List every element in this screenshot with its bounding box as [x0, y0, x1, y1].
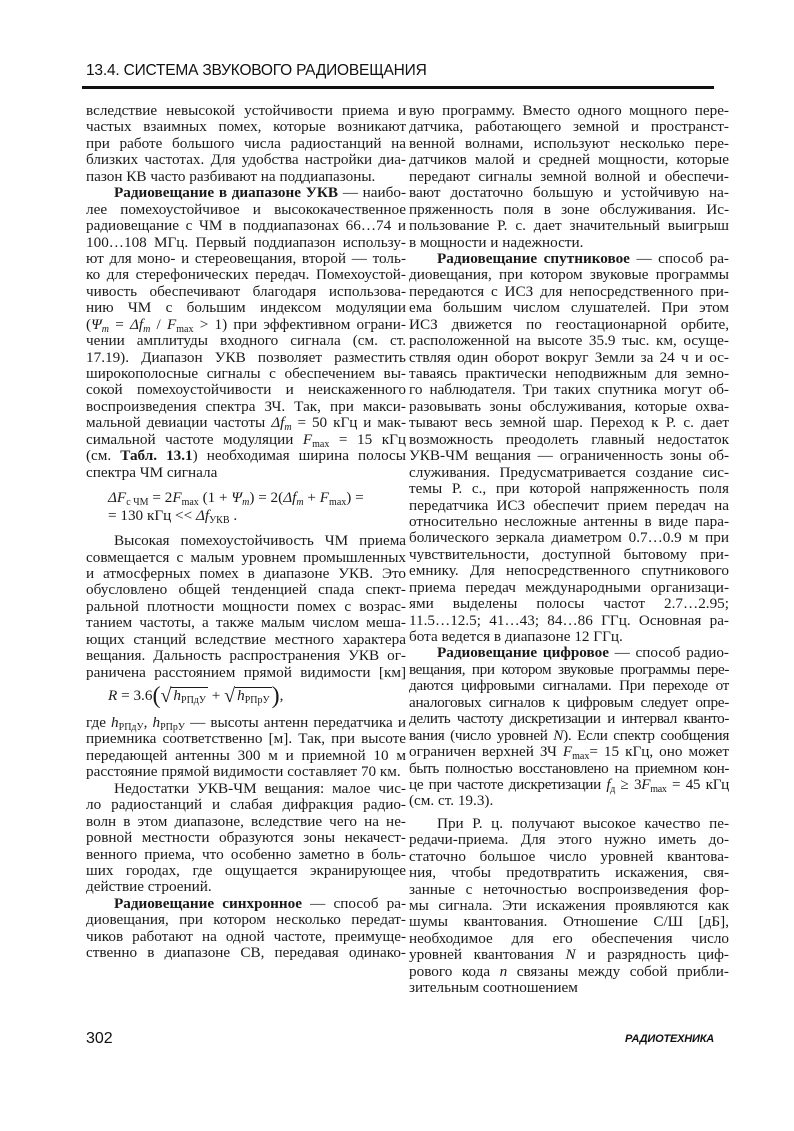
- text-line: вают достаточно большую и устойчивую на-: [409, 184, 729, 202]
- text-line: 100…108 МГц. Первый поддиапазон использу-: [86, 233, 406, 251]
- text-line: ших городах, где ощущается экранирующее: [86, 861, 406, 879]
- text-line: (см. ст. 19.3).: [409, 792, 494, 810]
- text-line: действие строений.: [86, 878, 212, 896]
- text-line: ко для стерефонических передач. Помехоустой-: [86, 266, 406, 284]
- text-line: бота ведется в диапазоне 12 ГГц.: [409, 628, 623, 645]
- text-line: волн в этом диапазоне, вследствие чего на не-: [86, 812, 406, 830]
- text-line: совмещается с малым уровнем промышленных: [86, 548, 406, 566]
- text-line: близких частотах. Для удобства настройки диа-: [86, 151, 406, 169]
- text-line: При Р. ц. получают высокое качество пе-: [437, 814, 729, 832]
- text-line: обусловлено общей тенденцией спада спект-: [86, 581, 406, 599]
- text-line: чувствительности, доступной бытовому при-: [409, 545, 729, 563]
- text-line: спектра ЧМ сигнала: [86, 463, 218, 481]
- text-line: вещания, при котором звуковые программы пере-: [409, 660, 729, 678]
- text-line: болического зеркала диаметром 0.7…0.9 м при: [409, 529, 729, 547]
- text-line: зительным соотношением: [409, 979, 578, 997]
- text-line: приемника соответственно [м]. Так, при высоте: [86, 730, 406, 748]
- text-line: вещания. Дальность распространения УКВ ог-: [86, 647, 406, 665]
- text-line: мы сигнала. Эти искажения проявляются как: [409, 897, 729, 914]
- text-line: раничена расстоянием прямой видимости [км]: [86, 663, 406, 681]
- text-line: венного приема, что особенно заметно в боль-: [86, 845, 406, 863]
- text-line: относительно несложные антенны в виде пара-: [409, 512, 729, 530]
- text-line: танием частоты, а также малым числом меша-: [86, 614, 406, 632]
- text-line: Высокая помехоустойчивость ЧМ приема: [114, 532, 406, 550]
- text-line: го наблюдателя. Три таких спутника могут об-: [409, 381, 729, 399]
- text-line: даются цифровыми сигналами. При переходе от: [409, 677, 729, 695]
- text-line: передатчика ИСЗ обеспечит прием передач на: [409, 496, 729, 514]
- text-line: передают сигналы земной волной и обеспечи-: [409, 167, 729, 185]
- text-line: чиков работают на одной частоте, преимуще-: [86, 927, 406, 945]
- text-line: расположенной на высоте 35.9 тыс. км, осуще-: [409, 332, 729, 350]
- text-line: шумы квантования. Отношение С/Ш [дБ],: [409, 913, 729, 931]
- text-line: расстояние прямой видимости составляет 70 км.: [86, 763, 401, 781]
- formula-bandwidth-line2: = 130 кГц << $\Delta f_{УКВ}$ .: [108, 507, 238, 527]
- text-line: темы Р. с., при которой напряженность поля: [409, 480, 729, 498]
- text-line: возможность преодолеть главный недостаток: [409, 430, 729, 448]
- text-line: ствляя один оборот вокруг Земли за 24 ч и ос-: [409, 348, 729, 366]
- fmax-line: симальной частоте модуляции $F_{max} = 15$ кГц: [86, 430, 406, 450]
- text-line: Недостатки УКВ-ЧМ вещания: малое чис-: [114, 779, 406, 797]
- text-line: ния, чтобы предотвратить искажения, свя-: [409, 864, 729, 882]
- text-line: венной волнами, используют несколько пере-: [409, 134, 729, 152]
- text-line: разовывать зоны обслуживания, которые охва-: [409, 397, 729, 415]
- text-line: передающей антенны 300 м и приемной 10 м: [86, 746, 406, 764]
- text-line: вследствие невысокой устойчивости приема и: [86, 102, 406, 119]
- text-line: служивания. Предусматривается создание сис-: [409, 463, 729, 481]
- text-line: сокой помехоустойчивости и неискаженного: [86, 381, 406, 399]
- text-line: редачи-приема. Для этого нужно иметь до-: [409, 831, 729, 849]
- text-line: пазон КВ часто разбивают на поддиапазоны.: [86, 167, 376, 185]
- text-line: лее помехоустойчивое и высококачественное: [86, 200, 406, 218]
- text-line: тывают весь земной шар. Переход к Р. с. дает: [409, 414, 729, 432]
- text-line: 11.5…12.5; 41…43; 84…86 ГГц. Основная ра-: [409, 611, 729, 629]
- text-line: ИСЗ движется по геостационарной орбите,: [409, 315, 729, 333]
- text-line: радиовещание с ЧМ в поддиапазонах 66…74 и: [86, 217, 406, 235]
- text-line: таваясь практически неподвижным для земно-: [409, 365, 729, 382]
- formula-range: R = 3.6(√ $h_{РПдУ}$ + √ $h_{РПрУ}$),: [108, 683, 284, 709]
- text-line: частых взаимных помех, которые возникают: [86, 118, 406, 136]
- text-line: диовещания, при котором звуковые программы: [409, 266, 729, 284]
- sampling-line: це при частоте дискретизации $f_д \ge 3F_{max} = 45$ кГц: [409, 775, 730, 795]
- text-line: датчика, работающего земной и пространст-: [409, 118, 729, 136]
- term-sync: Радиовещание синхронное: [114, 894, 303, 912]
- right-column: [409, 103, 729, 997]
- text-line: статочно большое число уровней квантова-: [409, 847, 729, 865]
- text-line: ема большим числом слушателей. При этом: [409, 299, 729, 317]
- text-line: и атмосферных помех в диапазоне УКВ. Это: [86, 564, 406, 582]
- where-line: где $h_{РПдУ}$, $h_{РПрУ}$ — высоты антенн передатчика и: [86, 714, 406, 733]
- text-line: УКВ-ЧМ вещания — ограниченность зоны об-: [409, 447, 729, 465]
- text-line: нию ЧМ с большим индексом модуляции: [86, 299, 406, 317]
- text-line: ют для моно- и стереовещания, второй — толь-: [86, 249, 406, 267]
- book-title: РАДИОТЕХНИКА: [625, 1033, 714, 1045]
- text-line: аналоговых сигналов к цифровым следует опре-: [409, 693, 729, 711]
- text-line: ственно в диапазоне СВ, передавая одинако-: [86, 944, 406, 962]
- text-line: емнику. Для непосредственного спутникового: [409, 562, 729, 580]
- text-line: чивость обеспечивают благодаря использова-: [86, 282, 406, 300]
- section-header: 13.4. СИСТЕМА ЗВУКОВОГО РАДИОВЕЩАНИЯ: [86, 62, 427, 79]
- text-line: 17.19). Диапазон УКВ позволяет разместить: [86, 348, 406, 366]
- text-line: быть полностью восстановлено на приемном кон-: [409, 759, 729, 777]
- code-line: рового кода n связаны между собой прибли-: [409, 962, 729, 980]
- text-line: ральной плотности мощности помех с возрас-: [86, 597, 406, 615]
- text-line: необходимое для его обеспечения число: [409, 929, 729, 947]
- deviation-line: мальной девиации частоты $\Delta f_m = 50$ кГц и мак-: [86, 414, 407, 434]
- text-line: чении амплитуды входного сигнала (см. ст.: [86, 332, 406, 350]
- text-line: ровной местности образуются зоны некачест-: [86, 829, 406, 847]
- text-line: приема передач международными организаци-: [409, 578, 729, 596]
- page-number: 302: [86, 1030, 113, 1047]
- term-satellite: Радиовещание спутниковое: [437, 249, 630, 267]
- formula-bandwidth-line1: $\Delta F_{c ЧМ} = 2F_{max}$ $(1 + \Psi_m) = 2(\Delta f_m + F_{max})$ =: [108, 489, 364, 509]
- sync-paragraph-start: Радиовещание синхронное — способ ра-: [114, 894, 407, 912]
- fmax-line: ограничен верхней ЗЧ $F_{max}= 15$ кГц, оно может: [409, 743, 730, 763]
- text-line: делить частоту дискретизации и интервал кванто-: [409, 710, 729, 728]
- text-line: вую программу. Вместо одного мощного пере-: [409, 102, 729, 119]
- text-line: ющих станций вследствие местного характера: [86, 630, 406, 648]
- text-line: пряженность поля в зоне обслуживания. Ис-: [409, 200, 729, 218]
- sat-paragraph-start: Радиовещание спутниковое — способ ра-: [437, 249, 729, 267]
- ukv-paragraph-start: Радиовещание в диапазоне УКВ — наибо-: [114, 184, 406, 202]
- left-column: [86, 103, 406, 962]
- text-line: ло радиостанций и слабая дифракция радио-: [86, 796, 406, 814]
- text-line: при работе большого числа радиостанций на: [86, 134, 406, 152]
- text-line: ями выделены полосы частот 2.7…2.95;: [409, 595, 729, 613]
- text-line: широкополосные сигналы с обеспечением вы-: [86, 365, 406, 382]
- table-ref-link[interactable]: Табл. 13.1: [120, 447, 193, 465]
- header-rule: [82, 86, 714, 89]
- levels-line: уровней квантования N и разрядность циф-: [409, 946, 729, 964]
- text-line: датчиков малой и средней мощности, которые: [409, 151, 729, 169]
- text-line: диовещания, при котором несколько передат-: [86, 911, 406, 929]
- levels-line: вания (число уровней N). Если спектр сообщения: [409, 726, 730, 744]
- term-digital: Радиовещание цифровое: [437, 644, 609, 662]
- psi-inline-formula: $(\Psi_m = \Delta f_m / F_{max} > 1)$ при эффективном ограни-: [86, 315, 406, 335]
- text-line: занные с неточностью воспроизведения фор-: [409, 880, 729, 898]
- text-line: воспроизведения спектра ЗЧ. Так, при макси-: [86, 397, 406, 415]
- text-line: передаются с ИСЗ для непосредственного при-: [409, 282, 729, 300]
- digital-paragraph-start: Радиовещание цифровое — способ радио-: [437, 644, 729, 662]
- text-line: пользование Р. с. дает значительный выигрыш: [409, 217, 729, 235]
- text-line: в мощности и надежности.: [409, 233, 584, 251]
- term-ukv: Радиовещание в диапазоне УКВ: [114, 184, 339, 202]
- table-ref-line: (см. Табл. 13.1) необходимая ширина полосы: [86, 447, 406, 465]
